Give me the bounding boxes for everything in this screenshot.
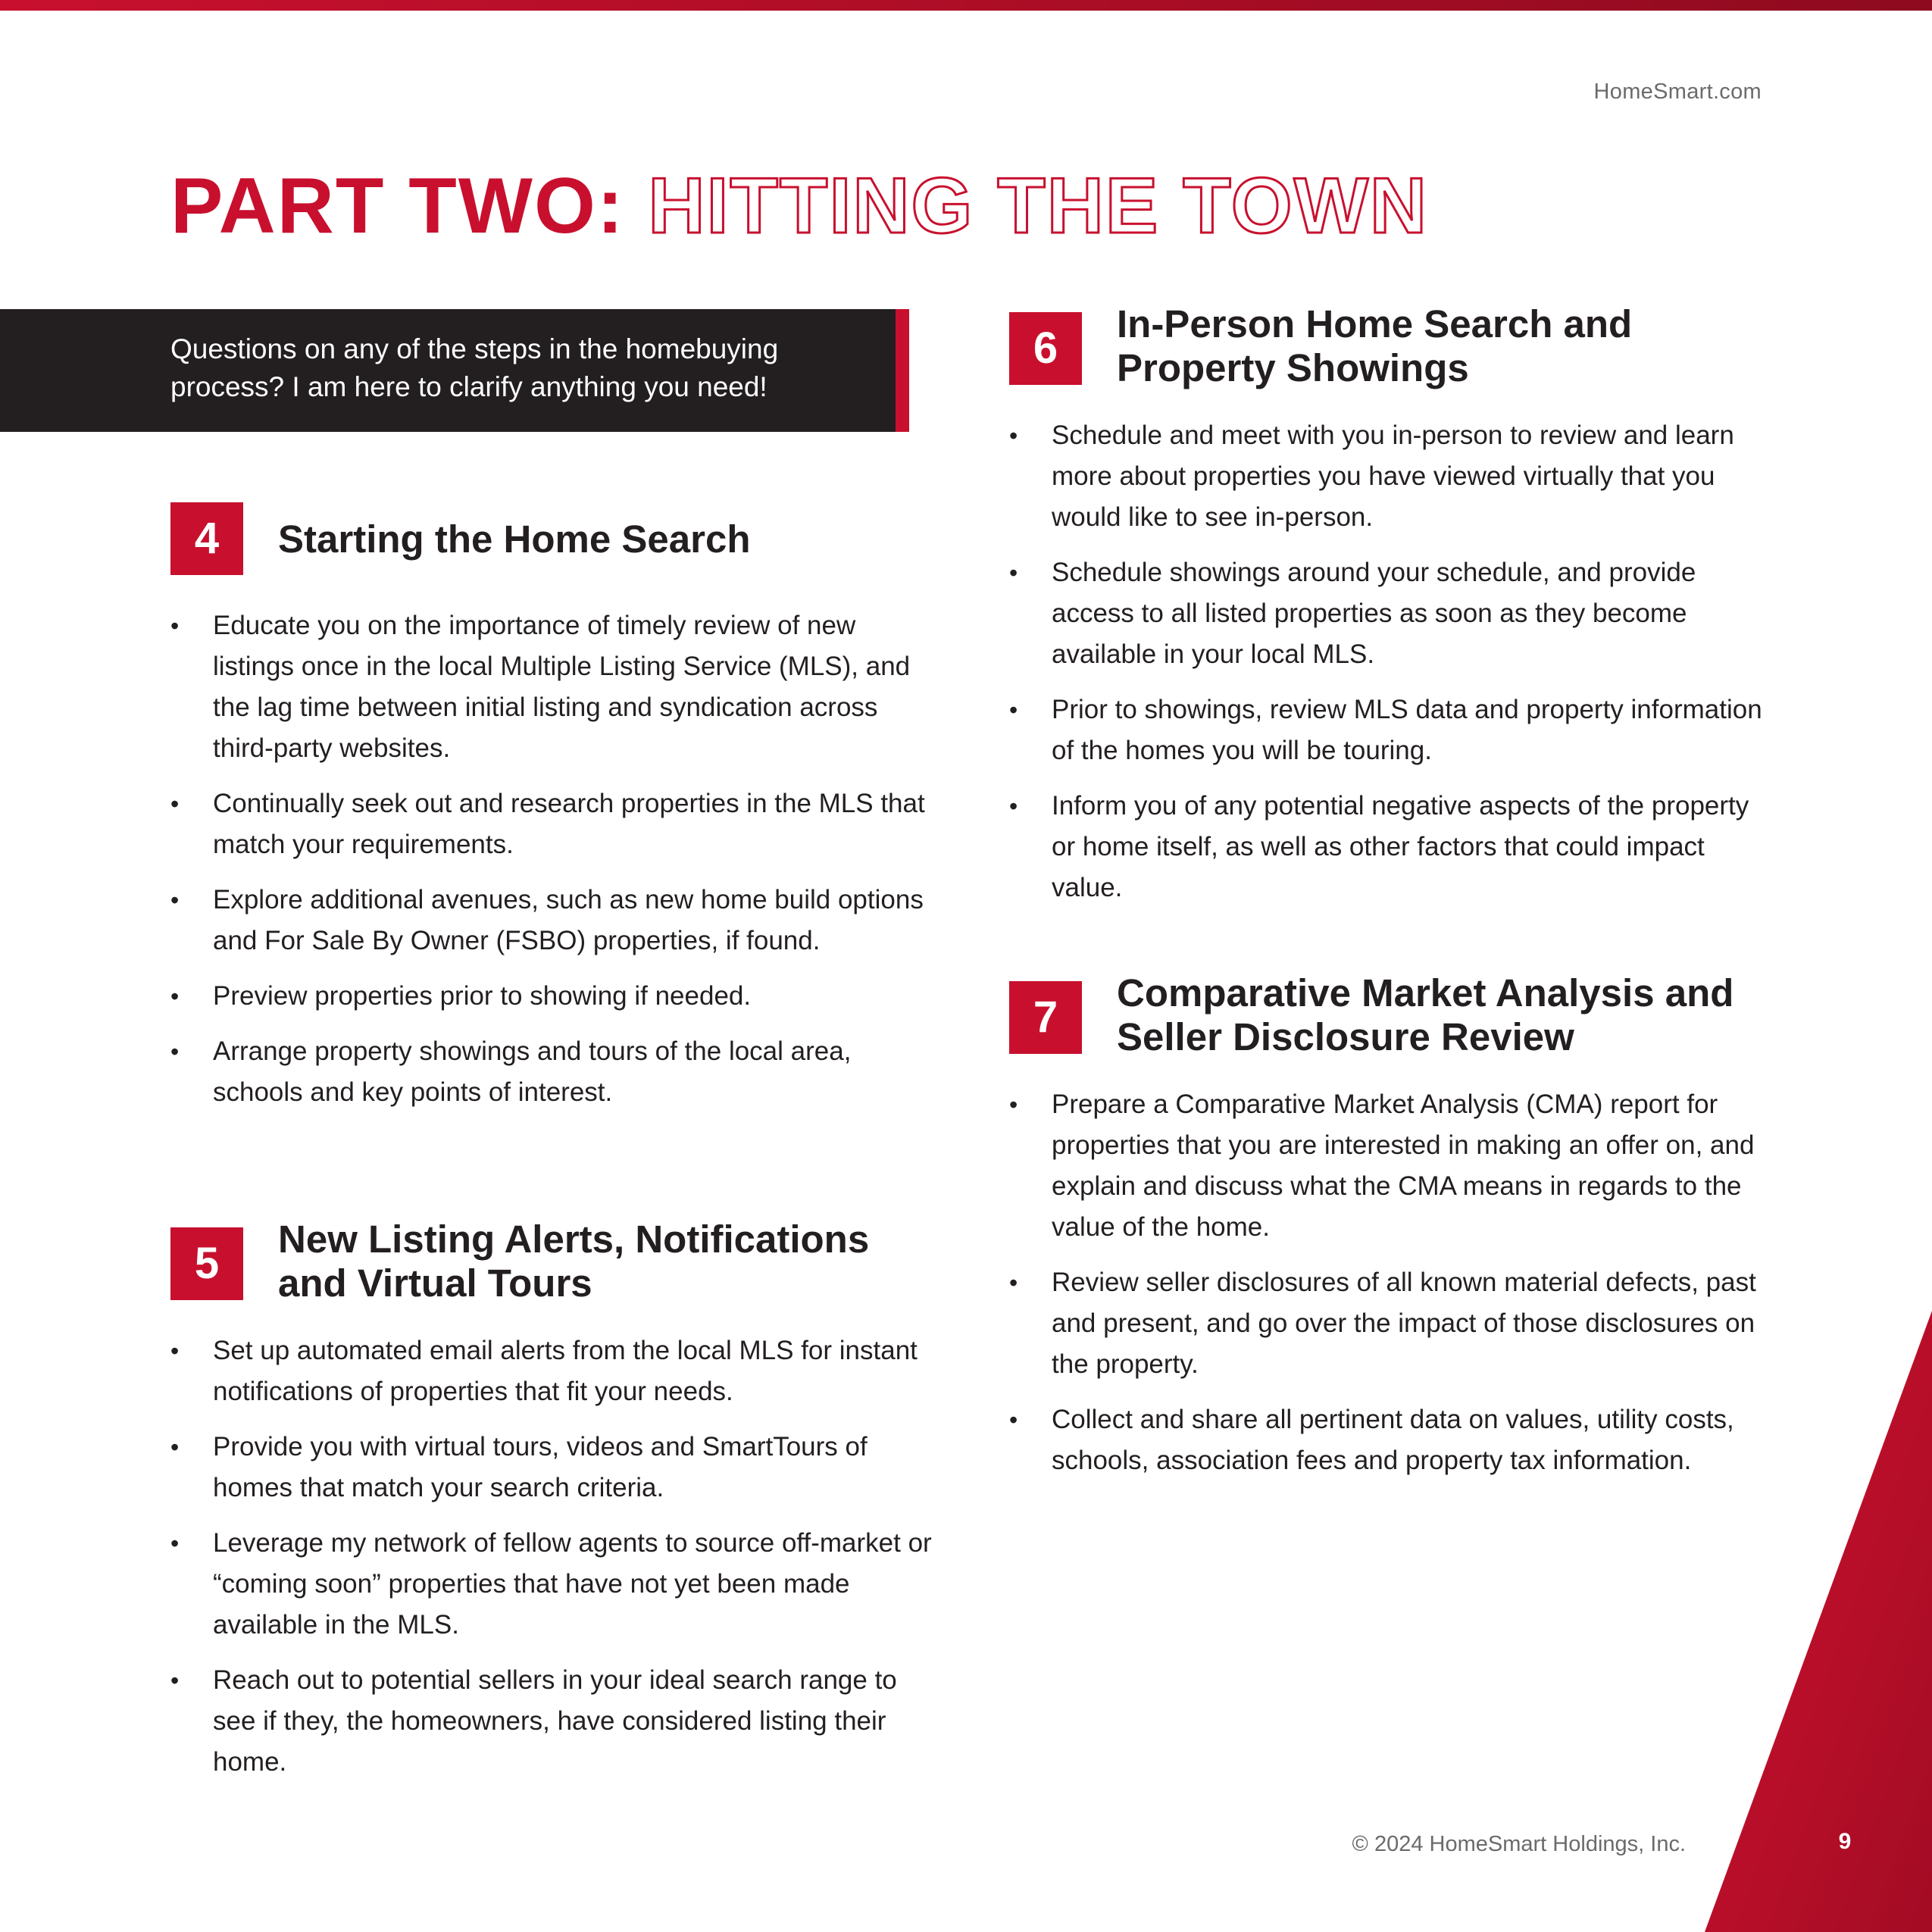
page-title [170, 161, 1428, 252]
page-title-part: PART TWO: [170, 162, 625, 250]
step-number-badge: 7 [1009, 981, 1082, 1054]
step-bullet-list [170, 1330, 936, 1797]
list-item: • Explore additional avenues, such as new home build options and For Sale By Owner (FSBO) properties, if found. [170, 880, 928, 961]
step-number-badge: 4 [170, 502, 243, 575]
step-title: Starting the Home Search [278, 517, 751, 561]
top-accent-bar [0, 0, 1932, 11]
list-item: • Educate you on the importance of timely review of new listings once in the local Multiple Listing Service (MLS), and the lag time between initial listing and syndication across third-party websites. [170, 605, 928, 769]
step-title: In-Person Home Search and Property Showings [1117, 302, 1633, 389]
decorative-corner-triangle [1705, 1311, 1932, 1932]
page-number: 9 [1838, 1829, 1852, 1854]
step-bullet-list [1009, 1084, 1767, 1496]
list-item: • Review seller disclosures of all known material defects, past and present, and go over the impact of those disclosures on the property. [1009, 1262, 1767, 1385]
step-number-badge: 6 [1009, 312, 1082, 385]
list-item: • Leverage my network of fellow agents to source off-market or “coming soon” properties that have not yet been made available in the MLS. [170, 1523, 936, 1646]
list-item: • Schedule and meet with you in-person to review and learn more about properties you have viewed virtually that you would like to see in-person. [1009, 415, 1767, 538]
list-item: • Prior to showings, review MLS data and property information of the homes you will be touring. [1009, 689, 1767, 771]
site-url: HomeSmart.com [1593, 80, 1762, 104]
callout-box [0, 309, 909, 432]
list-item: • Continually seek out and research properties in the MLS that match your requirements. [170, 783, 928, 865]
list-item: • Inform you of any potential negative aspects of the property or home itself, as well as other factors that could impact value. [1009, 786, 1767, 908]
list-item: • Provide you with virtual tours, videos and SmartTours of homes that match your search criteria. [170, 1427, 936, 1508]
list-item: • Schedule showings around your schedule, and provide access to all listed properties as soon as they become available in your local MLS. [1009, 552, 1767, 675]
list-item: • Preview properties prior to showing if needed. [170, 976, 928, 1017]
step-title: New Listing Alerts, Notifications and Virtual Tours [278, 1218, 870, 1305]
callout-text: Questions on any of the steps in the homebuying process? I am here to clarify anything you need! [170, 333, 779, 402]
step-bullet-list [170, 605, 928, 1127]
copyright-notice: © 2024 HomeSmart Holdings, Inc. [1352, 1832, 1686, 1856]
page-title-main: HITTING THE TOWN [648, 162, 1428, 250]
list-item: • Arrange property showings and tours of the local area, schools and key points of interest. [170, 1031, 928, 1113]
step-title: Comparative Market Analysis and Seller Disclosure Review [1117, 971, 1734, 1058]
step-bullet-list [1009, 415, 1767, 923]
step-number-badge: 5 [170, 1227, 243, 1300]
list-item: • Set up automated email alerts from the local MLS for instant notifications of properties that fit your needs. [170, 1330, 936, 1412]
list-item: • Reach out to potential sellers in your ideal search range to see if they, the homeowners, have considered listing their home. [170, 1660, 936, 1783]
list-item: • Prepare a Comparative Market Analysis (CMA) report for properties that you are interested in making an offer on, and explain and discuss what the CMA means in regards to the value of the home. [1009, 1084, 1767, 1248]
list-item: • Collect and share all pertinent data on values, utility costs, schools, association fees and property tax information. [1009, 1399, 1767, 1481]
